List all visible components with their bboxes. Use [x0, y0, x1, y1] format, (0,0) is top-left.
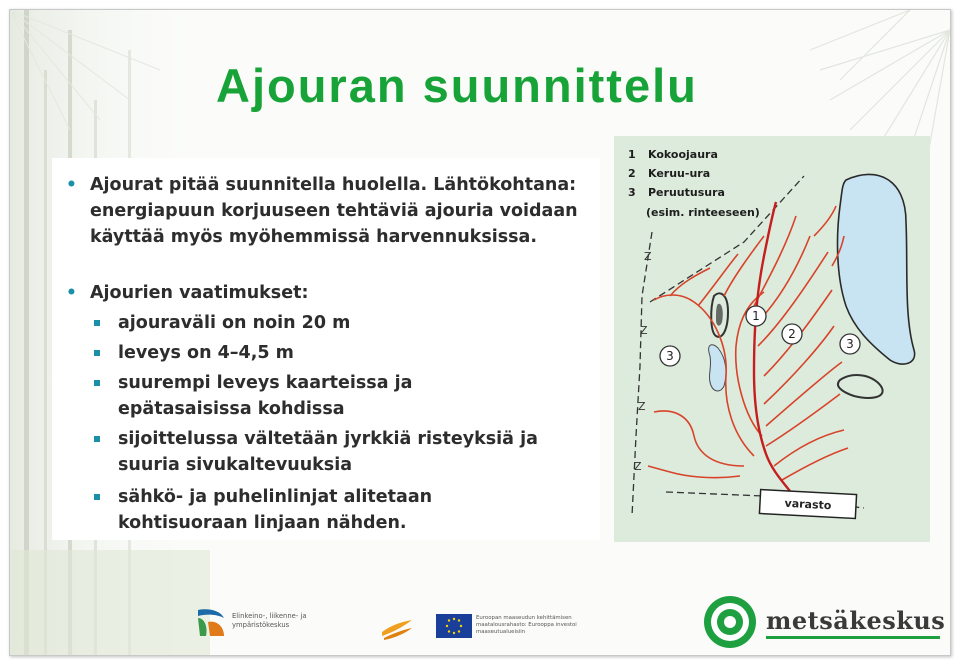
bullet-dot-icon: • — [66, 283, 77, 303]
svg-text:3: 3 — [666, 349, 674, 363]
bullet-item: • Ajourat pitää suunnitella huolella. Lähtökohtana: energiapuun korjuuseen tehtäviä ajouria voidaan käyttää myös myöhemmissä harvennuksissa. — [66, 172, 586, 250]
content-text-box — [52, 158, 600, 540]
sub-bullet-item: suurempi leveys kaarteissa ja epätasaisissa kohdissa — [94, 370, 474, 422]
square-bullet-icon — [94, 350, 100, 356]
ely-emblem-icon — [194, 606, 228, 640]
square-bullet-icon — [94, 436, 100, 442]
svg-text:Z: Z — [644, 250, 652, 263]
pine-branch-left-image — [10, 10, 190, 150]
bullet-item: • Ajourien vaatimukset: — [66, 280, 586, 306]
trail-map-diagram — [614, 136, 930, 542]
square-bullet-icon — [94, 494, 100, 500]
svg-text:Z: Z — [634, 460, 642, 473]
sub-bullet-item: leveys on 4–4,5 m — [94, 340, 594, 366]
svg-text:varasto: varasto — [784, 496, 832, 513]
sub-bullet-item: sijoittelussa vältetään jyrkkiä risteyksiä ja suuria sivukaltevuuksia — [94, 426, 594, 478]
svg-text:3: 3 — [846, 337, 854, 351]
sub-bullet-item: ajouraväli on noin 20 m — [94, 310, 594, 336]
ely-logo — [194, 606, 324, 640]
svg-text:Z: Z — [638, 400, 646, 413]
metsakeskus-target-icon — [702, 594, 758, 650]
eu-flag-icon — [436, 614, 472, 638]
legend-num: 3 — [628, 186, 636, 199]
ely-text: Elinkeino-, liikenne- ja ympäristökeskus — [232, 612, 307, 629]
square-bullet-icon — [94, 380, 100, 386]
legend-label: Keruu-ura — [648, 167, 711, 180]
legend-num: 1 — [628, 148, 636, 161]
square-bullet-icon — [94, 320, 100, 326]
depot-sign — [759, 490, 856, 519]
svg-text:1: 1 — [752, 309, 760, 323]
legend-label: (esim. rinteeseen) — [646, 206, 760, 219]
metsakeskus-logo — [702, 594, 946, 650]
bullet-dot-icon: • — [66, 175, 77, 195]
legend-label: Kokoojaura — [648, 148, 718, 161]
svg-text:2: 2 — [788, 327, 796, 341]
metsakeskus-text: metsäkeskus — [766, 606, 946, 635]
svg-text:Z: Z — [640, 324, 648, 337]
leader-logo-icon — [380, 616, 414, 640]
metsakeskus-underline — [766, 636, 940, 639]
eu-logo — [436, 614, 586, 638]
sub-bullet-item: sähkö- ja puhelinlinjat alitetaan kohtisuoraan linjaan nähden. — [94, 484, 494, 536]
eu-text: Euroopan maaseudun kehittämisen maatalousrahasto: Eurooppa investoi maaseutualueisiin — [476, 615, 577, 635]
legend-label: Peruutusura — [648, 186, 725, 199]
page-title: Ajouran suunnittelu — [216, 59, 698, 112]
legend-num: 2 — [628, 167, 636, 180]
